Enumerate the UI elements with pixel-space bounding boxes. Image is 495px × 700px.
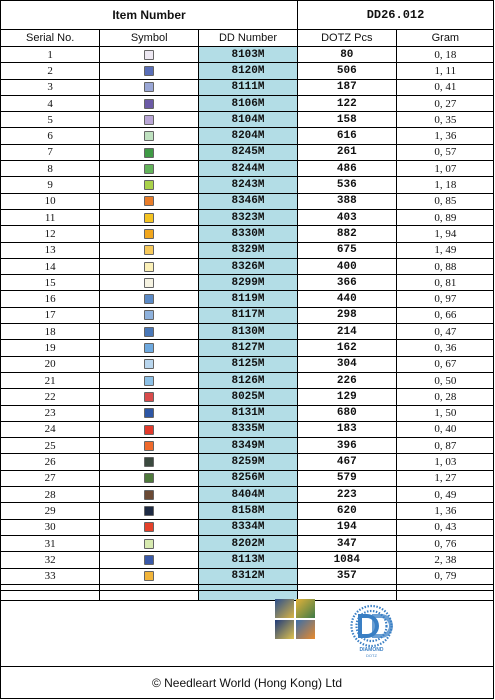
gram-cell: 0, 89 <box>396 209 494 225</box>
dd-number-cell: 8245M <box>199 144 298 160</box>
color-symbol-icon <box>144 571 154 581</box>
dotz-pcs-cell: 680 <box>297 405 396 421</box>
serial-cell: 16 <box>1 291 100 307</box>
symbol-cell <box>100 421 199 437</box>
dotz-pcs-cell: 467 <box>297 454 396 470</box>
dotz-pcs-cell: 122 <box>297 95 396 111</box>
color-symbol-icon <box>144 473 154 483</box>
gram-cell: 1, 27 <box>396 470 494 486</box>
symbol-cell <box>100 535 199 551</box>
table-row <box>1 552 494 568</box>
symbol-cell <box>100 487 199 503</box>
dotz-pcs-cell: 579 <box>297 470 396 486</box>
dd-number-cell: 8113M <box>199 552 298 568</box>
dotz-pcs-cell: 388 <box>297 193 396 209</box>
symbol-cell <box>100 340 199 356</box>
dotz-pcs-cell: 223 <box>297 487 396 503</box>
dd-number-cell: 8202M <box>199 535 298 551</box>
color-symbol-icon <box>144 294 154 304</box>
gram-cell: 1, 94 <box>396 226 494 242</box>
serial-cell: 26 <box>1 454 100 470</box>
dd-number-cell: 8329M <box>199 242 298 258</box>
color-symbol-icon <box>144 262 154 272</box>
table-row <box>1 503 494 519</box>
serial-cell: 29 <box>1 503 100 519</box>
table-row <box>1 405 494 421</box>
table-row <box>1 519 494 535</box>
gram-cell: 2, 38 <box>396 552 494 568</box>
gram-cell: 0, 28 <box>396 389 494 405</box>
dd-number-cell: 8106M <box>199 95 298 111</box>
gram-cell: 0, 50 <box>396 372 494 388</box>
gram-cell: 0, 18 <box>396 47 494 63</box>
serial-cell: 7 <box>1 144 100 160</box>
table-row <box>1 356 494 372</box>
gram-cell: 0, 36 <box>396 340 494 356</box>
dotz-pcs-cell: 261 <box>297 144 396 160</box>
dd-number-cell: 8335M <box>199 421 298 437</box>
table-row <box>1 340 494 356</box>
serial-cell: 2 <box>1 63 100 79</box>
symbol-cell <box>100 226 199 242</box>
dd-number-cell: 8256M <box>199 470 298 486</box>
symbol-cell <box>100 438 199 454</box>
serial-cell: 14 <box>1 258 100 274</box>
serial-cell: 3 <box>1 79 100 95</box>
gram-cell: 1, 07 <box>396 161 494 177</box>
dd-number-cell: 8127M <box>199 340 298 356</box>
item-number-label: Item Number <box>1 1 298 29</box>
serial-cell: 1 <box>1 47 100 63</box>
table-row <box>1 128 494 144</box>
dotz-pcs-cell: 616 <box>297 128 396 144</box>
color-table <box>1 29 494 601</box>
symbol-cell <box>100 389 199 405</box>
gram-cell: 1, 49 <box>396 242 494 258</box>
thumb-1 <box>275 599 294 618</box>
color-symbol-icon <box>144 115 154 125</box>
gram-cell: 0, 49 <box>396 487 494 503</box>
color-symbol-icon <box>144 66 154 76</box>
table-row <box>1 421 494 437</box>
dd-number-cell: 8025M <box>199 389 298 405</box>
color-symbol-icon <box>144 180 154 190</box>
dd-number-cell: 8404M <box>199 487 298 503</box>
table-row <box>1 291 494 307</box>
table-row <box>1 47 494 63</box>
symbol-cell <box>100 112 199 128</box>
color-symbol-icon <box>144 50 154 60</box>
dd-number-cell: 8119M <box>199 291 298 307</box>
dotz-pcs-cell: 298 <box>297 307 396 323</box>
gram-cell: 0, 43 <box>396 519 494 535</box>
serial-cell: 24 <box>1 421 100 437</box>
color-symbol-icon <box>144 278 154 288</box>
dotz-pcs-cell: 1084 <box>297 552 396 568</box>
thumb-2 <box>296 599 315 618</box>
color-symbol-icon <box>144 506 154 516</box>
dd-number-cell: 8120M <box>199 63 298 79</box>
serial-cell: 18 <box>1 324 100 340</box>
serial-cell: 25 <box>1 438 100 454</box>
table-row <box>1 372 494 388</box>
gram-cell: 1, 03 <box>396 454 494 470</box>
dotz-pcs-cell: 304 <box>297 356 396 372</box>
gram-cell: 0, 40 <box>396 421 494 437</box>
color-symbol-icon <box>144 376 154 386</box>
dotz-pcs-cell: 194 <box>297 519 396 535</box>
dd-number-cell: 8244M <box>199 161 298 177</box>
symbol-cell <box>100 454 199 470</box>
symbol-cell <box>100 405 199 421</box>
color-symbol-icon <box>144 425 154 435</box>
serial-cell: 30 <box>1 519 100 535</box>
table-row <box>1 226 494 242</box>
dd-number-cell: 8243M <box>199 177 298 193</box>
gram-cell: 0, 66 <box>396 307 494 323</box>
serial-cell: 11 <box>1 209 100 225</box>
dd-number-cell: 8204M <box>199 128 298 144</box>
symbol-cell <box>100 519 199 535</box>
color-symbol-icon <box>144 408 154 418</box>
dotz-pcs-cell: 366 <box>297 275 396 291</box>
gram-cell: 0, 76 <box>396 535 494 551</box>
dd-number-cell: 8349M <box>199 438 298 454</box>
table-row <box>1 389 494 405</box>
dotz-pcs-cell: 214 <box>297 324 396 340</box>
symbol-cell <box>100 79 199 95</box>
serial-cell: 19 <box>1 340 100 356</box>
color-symbol-icon <box>144 343 154 353</box>
dd-number-cell: 8125M <box>199 356 298 372</box>
symbol-cell <box>100 275 199 291</box>
color-symbol-icon <box>144 148 154 158</box>
table-row <box>1 193 494 209</box>
color-symbol-icon <box>144 441 154 451</box>
col-gram: Gram <box>396 30 494 47</box>
table-row <box>1 209 494 225</box>
svg-text:DOTZ: DOTZ <box>366 653 377 658</box>
gram-cell: 1, 50 <box>396 405 494 421</box>
dd-number-cell: 8103M <box>199 47 298 63</box>
serial-cell: 9 <box>1 177 100 193</box>
dotz-pcs-cell: 187 <box>297 79 396 95</box>
serial-cell: 28 <box>1 487 100 503</box>
diamond-dotz-logo <box>344 604 399 658</box>
serial-cell: 21 <box>1 372 100 388</box>
symbol-cell <box>100 568 199 584</box>
color-symbol-icon <box>144 164 154 174</box>
table-header-row <box>1 30 494 47</box>
symbol-cell <box>100 291 199 307</box>
serial-cell: 22 <box>1 389 100 405</box>
color-symbol-icon <box>144 213 154 223</box>
dd-number-cell: 8312M <box>199 568 298 584</box>
symbol-cell <box>100 209 199 225</box>
color-symbol-icon <box>144 245 154 255</box>
symbol-cell <box>100 552 199 568</box>
symbol-cell <box>100 503 199 519</box>
col-serial: Serial No. <box>1 30 100 47</box>
table-row <box>1 112 494 128</box>
symbol-cell <box>100 177 199 193</box>
dd-number-cell: 8111M <box>199 79 298 95</box>
symbol-cell <box>100 258 199 274</box>
color-symbol-icon <box>144 196 154 206</box>
table-row <box>1 161 494 177</box>
dotz-pcs-cell: 506 <box>297 63 396 79</box>
dotz-pcs-cell: 675 <box>297 242 396 258</box>
symbol-cell <box>100 144 199 160</box>
dotz-pcs-cell: 80 <box>297 47 396 63</box>
gram-cell: 0, 27 <box>396 95 494 111</box>
dotz-pcs-cell: 357 <box>297 568 396 584</box>
dd-number-cell: 8131M <box>199 405 298 421</box>
serial-cell: 15 <box>1 275 100 291</box>
svg-text:DIAMOND: DIAMOND <box>359 647 384 653</box>
col-dd-number: DD Number <box>199 30 298 47</box>
color-symbol-icon <box>144 359 154 369</box>
table-row <box>1 144 494 160</box>
gram-cell: 0, 87 <box>396 438 494 454</box>
table-row <box>1 487 494 503</box>
dd-number-cell: 8259M <box>199 454 298 470</box>
table-row <box>1 63 494 79</box>
thumb-3 <box>275 620 294 639</box>
serial-cell: 5 <box>1 112 100 128</box>
dotz-pcs-cell: 620 <box>297 503 396 519</box>
serial-cell: 12 <box>1 226 100 242</box>
col-symbol: Symbol <box>100 30 199 47</box>
table-row <box>1 324 494 340</box>
dotz-pcs-cell: 882 <box>297 226 396 242</box>
table-row <box>1 535 494 551</box>
serial-cell: 27 <box>1 470 100 486</box>
table-row <box>1 275 494 291</box>
serial-cell: 32 <box>1 552 100 568</box>
serial-cell: 8 <box>1 161 100 177</box>
serial-cell: 17 <box>1 307 100 323</box>
gram-cell: 0, 79 <box>396 568 494 584</box>
serial-cell: 31 <box>1 535 100 551</box>
gram-cell: 0, 41 <box>396 79 494 95</box>
dd-number-cell: 8299M <box>199 275 298 291</box>
gram-cell: 0, 67 <box>396 356 494 372</box>
color-symbol-icon <box>144 310 154 320</box>
dotz-pcs-cell: 347 <box>297 535 396 551</box>
dd-number-cell: 8126M <box>199 372 298 388</box>
dd-number-cell: 8130M <box>199 324 298 340</box>
table-row <box>1 177 494 193</box>
dotz-pcs-cell: 440 <box>297 291 396 307</box>
gram-cell: 1, 36 <box>396 503 494 519</box>
serial-cell: 4 <box>1 95 100 111</box>
table-row <box>1 454 494 470</box>
color-symbol-icon <box>144 457 154 467</box>
dd-number-cell: 8323M <box>199 209 298 225</box>
dd-number-cell: 8117M <box>199 307 298 323</box>
gram-cell: 0, 85 <box>396 193 494 209</box>
table-row <box>1 568 494 584</box>
dotz-pcs-cell: 486 <box>297 161 396 177</box>
dotz-pcs-cell: 226 <box>297 372 396 388</box>
table-row <box>1 307 494 323</box>
dd-number-cell: 8104M <box>199 112 298 128</box>
dd-number-cell: 8326M <box>199 258 298 274</box>
color-symbol-icon <box>144 99 154 109</box>
color-symbol-icon <box>144 522 154 532</box>
gram-cell: 0, 35 <box>396 112 494 128</box>
symbol-cell <box>100 372 199 388</box>
symbol-cell <box>100 63 199 79</box>
dotz-pcs-cell: 400 <box>297 258 396 274</box>
serial-cell: 33 <box>1 568 100 584</box>
symbol-cell <box>100 193 199 209</box>
serial-cell: 6 <box>1 128 100 144</box>
symbol-cell <box>100 242 199 258</box>
color-symbol-icon <box>144 229 154 239</box>
dotz-pcs-cell: 536 <box>297 177 396 193</box>
table-body <box>1 47 494 601</box>
sheet-header <box>1 1 493 30</box>
dd-number-cell: 8330M <box>199 226 298 242</box>
gram-cell: 1, 11 <box>396 63 494 79</box>
gram-cell: 0, 81 <box>396 275 494 291</box>
symbol-cell <box>100 95 199 111</box>
table-row <box>1 242 494 258</box>
serial-cell: 13 <box>1 242 100 258</box>
gram-cell: 0, 47 <box>396 324 494 340</box>
symbol-cell <box>100 161 199 177</box>
dd-number-cell: 8346M <box>199 193 298 209</box>
painting-thumbnails <box>275 599 315 639</box>
color-symbol-icon <box>144 490 154 500</box>
gram-cell: 1, 36 <box>396 128 494 144</box>
color-symbol-icon <box>144 327 154 337</box>
copyright: © Needleart World (Hong Kong) Ltd <box>1 666 493 700</box>
dd-number-cell: 8334M <box>199 519 298 535</box>
dotz-pcs-cell: 403 <box>297 209 396 225</box>
symbol-cell <box>100 307 199 323</box>
item-code: DD26.012 <box>366 8 425 22</box>
symbol-cell <box>100 470 199 486</box>
dd-number-cell: 8158M <box>199 503 298 519</box>
symbol-cell <box>100 356 199 372</box>
dotz-pcs-cell: 183 <box>297 421 396 437</box>
color-symbol-icon <box>144 131 154 141</box>
table-row <box>1 470 494 486</box>
dotz-pcs-cell: 129 <box>297 389 396 405</box>
symbol-cell <box>100 324 199 340</box>
symbol-cell <box>100 128 199 144</box>
color-symbol-icon <box>144 539 154 549</box>
dotz-pcs-cell: 396 <box>297 438 396 454</box>
table-row <box>1 95 494 111</box>
color-symbol-icon <box>144 392 154 402</box>
serial-cell: 23 <box>1 405 100 421</box>
serial-cell: 10 <box>1 193 100 209</box>
table-row <box>1 79 494 95</box>
footer-brand-area <box>1 590 493 667</box>
table-row <box>1 438 494 454</box>
thumb-4 <box>296 620 315 639</box>
dotz-pcs-cell: 158 <box>297 112 396 128</box>
table-row <box>1 258 494 274</box>
dotz-pcs-cell: 162 <box>297 340 396 356</box>
gram-cell: 0, 88 <box>396 258 494 274</box>
gram-cell: 1, 18 <box>396 177 494 193</box>
symbol-cell <box>100 47 199 63</box>
serial-cell: 20 <box>1 356 100 372</box>
color-symbol-icon <box>144 82 154 92</box>
gram-cell: 0, 57 <box>396 144 494 160</box>
col-dotz-pcs: DOTZ Pcs <box>297 30 396 47</box>
gram-cell: 0, 97 <box>396 291 494 307</box>
color-symbol-icon <box>144 555 154 565</box>
